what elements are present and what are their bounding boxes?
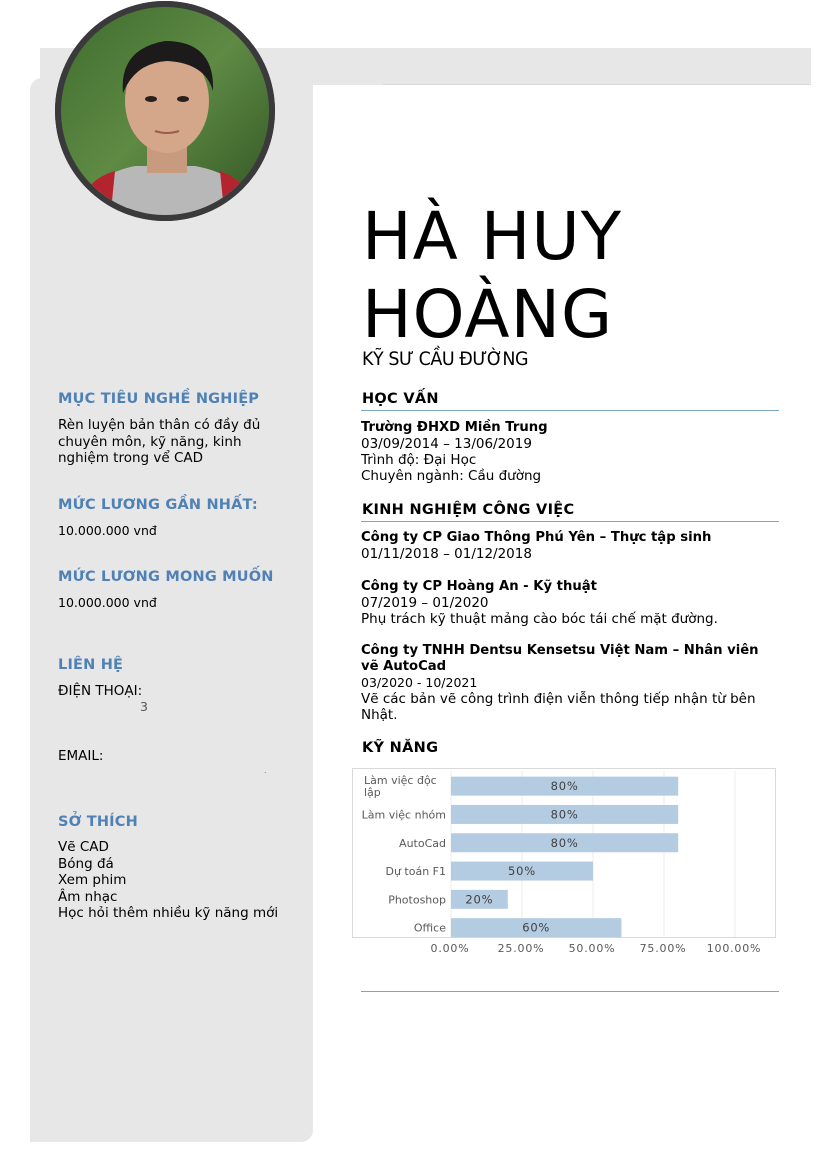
job-title: Công ty CP Giao Thông Phú Yên – Thực tập sinh	[361, 530, 712, 545]
chart-data-label: 20%	[465, 892, 494, 907]
job-entry	[361, 530, 771, 562]
chart-category-label: Làm việc nhóm	[361, 808, 446, 822]
section-divider	[361, 410, 779, 411]
sidebar-background	[30, 78, 313, 1142]
skills-chart	[352, 768, 776, 938]
objective-text: Rèn luyện bản thân có đầy đủ chuyên môn, kỹ năng, kinh nghiệm trong vể CAD	[58, 417, 261, 466]
chart-tick-label: 25.00%	[497, 942, 545, 955]
objective-heading: MỤC TIÊU NGHỀ NGHIỆP	[58, 391, 260, 407]
email-value[interactable]: .	[264, 766, 267, 775]
experience-heading: KINH NGHIỆM CÔNG VIỆC	[362, 502, 575, 518]
hobby-item: Âm nhạc	[58, 888, 118, 905]
chart-tick-label: 50.00%	[568, 942, 616, 955]
hobby-item: Bóng đá	[58, 855, 114, 872]
hobby-item: Học hỏi thêm nhiều kỹ năng mới	[58, 905, 279, 921]
job-period: 07/2019 – 01/2020	[361, 595, 489, 611]
job-title: Công ty TNHH Dentsu Kensetsu Việt Nam – Nhân viên vẽ AutoCad	[361, 643, 759, 674]
header-band-edge	[383, 84, 811, 85]
job-title: KỸ SƯ CẦU ĐƯỜNG	[362, 348, 529, 370]
job-description: Vẽ các bản vẽ công trình điện viễn thông tiếp nhận từ bên Nhật.	[361, 691, 756, 723]
current-salary-heading: MỨC LƯƠNG GẦN NHẤT:	[58, 497, 258, 513]
hobbies-list	[58, 839, 278, 922]
chart-category-label: AutoCad	[399, 836, 446, 850]
education-period: 03/09/2014 – 13/06/2019	[361, 436, 532, 452]
education-level: Trình độ: Đại Học	[361, 452, 477, 468]
job-entry	[361, 579, 771, 627]
chart-tick-label: 100.00%	[706, 942, 762, 955]
education-entry	[361, 420, 779, 484]
education-heading: HỌC VẤN	[362, 391, 439, 407]
chart-category-label: lập	[364, 786, 381, 800]
hobbies-heading: SỞ THÍCH	[58, 814, 138, 830]
expected-salary-value: 10.000.000 vnđ	[58, 595, 157, 610]
job-description: Phụ trách kỹ thuật mảng cào bóc tái chế mặt đường.	[361, 611, 718, 627]
chart-category-label: Photoshop	[388, 893, 446, 907]
section-divider	[361, 991, 779, 992]
profile-photo	[55, 1, 275, 221]
chart-tick-label: 75.00%	[639, 942, 687, 955]
current-salary-value: 10.000.000 vnđ	[58, 523, 157, 538]
expected-salary-heading: MỨC LƯƠNG MONG MUỐN	[58, 569, 274, 585]
job-title: Công ty CP Hoàng An - Kỹ thuật	[361, 579, 597, 594]
chart-category-label: Làm việc độc	[364, 774, 437, 788]
email-label: EMAIL:	[58, 748, 104, 764]
skills-heading: KỸ NĂNG	[362, 740, 439, 756]
hobby-item: Xem phim	[58, 872, 127, 888]
phone-value[interactable]: 3	[140, 699, 148, 714]
job-period: 01/11/2018 – 01/12/2018	[361, 546, 532, 562]
job-period: 03/2020 - 10/2021	[361, 675, 478, 690]
contact-heading: LIÊN HỆ	[58, 657, 124, 673]
chart-data-label: 80%	[550, 779, 579, 794]
job-entry	[361, 643, 771, 723]
person-icon	[55, 1, 275, 221]
hobby-item: Vẽ CAD	[58, 839, 109, 855]
chart-data-label: 80%	[550, 807, 579, 822]
chart-category-label: Office	[413, 921, 446, 935]
phone-label: ĐIỆN THOẠI:	[58, 683, 143, 699]
chart-x-axis	[352, 938, 792, 960]
school-name: Trường ĐHXD Miền Trung	[361, 420, 548, 435]
education-major: Chuyên ngành: Cầu đường	[361, 468, 542, 484]
chart-tick-label: 0.00%	[430, 942, 470, 955]
section-divider	[361, 521, 779, 522]
skills-bar-chart	[353, 769, 777, 939]
chart-data-label: 50%	[508, 864, 536, 879]
chart-category-label: Dự toán F1	[385, 865, 446, 879]
chart-data-label: 60%	[522, 920, 551, 935]
chart-data-label: 80%	[550, 835, 579, 850]
candidate-name: HÀ HUY HOÀNG	[362, 198, 623, 353]
